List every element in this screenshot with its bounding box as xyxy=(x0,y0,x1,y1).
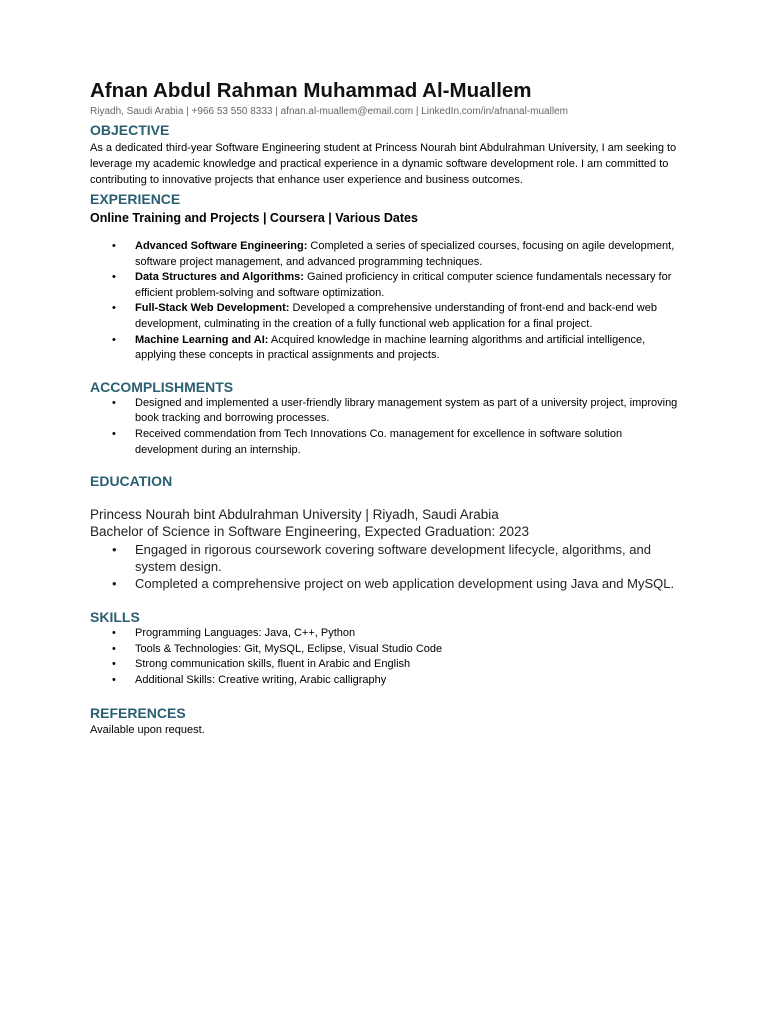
list-item xyxy=(90,657,680,673)
bullet-icon: • xyxy=(112,302,116,315)
bullet-icon: • xyxy=(112,542,117,558)
education-item-text: Completed a comprehensive project on web application development using Java and MySQL. xyxy=(135,576,675,592)
education-section xyxy=(90,472,680,592)
bullet-icon: • xyxy=(112,240,116,252)
list-item xyxy=(90,541,680,575)
references-title: REFERENCES xyxy=(90,704,186,721)
education-institution: Princess Nourah bint Abdulrahman University | Riyadh, Saudi Arabia xyxy=(90,507,499,523)
education-list xyxy=(90,541,680,592)
list-item xyxy=(90,673,680,689)
skills-section xyxy=(90,608,680,688)
experience-item-text: Acquired knowledge in machine learning algorithms and artificial intelligence, applying these concepts in practical assignments and projects. xyxy=(135,333,646,362)
education-item-text: Engaged in rigorous coursework covering software development lifecycle, algorithms, and system design. xyxy=(135,542,651,575)
bullet-icon: • xyxy=(112,427,116,440)
accomplishment-text: Designed and implemented a user-friendly library management system as part of a university project, improving book tracking and borrowing processes. xyxy=(135,396,678,425)
objective-section xyxy=(90,121,680,188)
experience-item-text: Developed a comprehensive understanding of front-end and back-end web development, culminating in the creation of a fully functional web application for a final project. xyxy=(135,302,657,330)
bullet-icon: • xyxy=(112,396,116,409)
list-item xyxy=(90,626,680,642)
experience-item-label: Advanced Software Engineering: xyxy=(135,240,308,252)
experience-item-text: Gained proficiency in critical computer science fundamentals necessary for efficient problem-solving and software optimization. xyxy=(135,271,672,299)
education-degree: Bachelor of Science in Software Engineering, Expected Graduation: 2023 xyxy=(90,524,530,540)
objective-title: OBJECTIVE xyxy=(90,122,170,138)
list-item xyxy=(90,239,680,270)
bullet-icon: • xyxy=(112,673,116,686)
skill-text: Programming Languages: Java, C++, Python xyxy=(135,627,356,640)
resume-content xyxy=(90,78,680,738)
list-item xyxy=(90,270,680,301)
skills-list xyxy=(90,626,680,688)
bullet-icon: • xyxy=(112,271,116,284)
accomplishment-text: Received commendation from Tech Innovations Co. management for excellence in software solution development during an internship. xyxy=(135,427,623,456)
experience-subheading: Online Training and Projects | Coursera | Various Dates xyxy=(90,211,418,225)
experience-item-text: Completed a series of specialized courses, focusing on agile development, software project management, and advanced programming techniques. xyxy=(135,240,675,268)
skills-title: SKILLS xyxy=(90,609,140,626)
experience-list xyxy=(90,239,680,364)
experience-section xyxy=(90,190,680,364)
skill-text: Strong communication skills, fluent in Arabic and English xyxy=(135,658,411,671)
list-item xyxy=(90,642,680,658)
bullet-icon: • xyxy=(112,642,116,655)
accomplishments-title: ACCOMPLISHMENTS xyxy=(90,378,234,395)
candidate-name: Afnan Abdul Rahman Muhammad Al-Muallem xyxy=(90,79,532,102)
list-item xyxy=(90,333,680,364)
list-item xyxy=(90,301,680,332)
accomplishments-list xyxy=(90,396,680,458)
contact-info: Riyadh, Saudi Arabia | +966 53 550 8333 | afnan.al-muallem@email.com | LinkedIn.com/in/afnanal-muallem xyxy=(90,106,568,117)
bullet-icon: • xyxy=(112,658,116,671)
bullet-icon: • xyxy=(112,333,116,346)
list-item xyxy=(90,396,680,427)
experience-item-label: Full-Stack Web Development: xyxy=(135,302,290,315)
accomplishments-section xyxy=(90,378,680,458)
bullet-icon: • xyxy=(112,627,116,640)
experience-item-label: Machine Learning and AI: xyxy=(135,333,269,346)
experience-item-label: Data Structures and Algorithms: xyxy=(135,271,304,284)
bullet-icon: • xyxy=(112,576,117,592)
list-item xyxy=(90,427,680,458)
experience-title: EXPERIENCE xyxy=(90,191,181,207)
skill-text: Tools & Technologies: Git, MySQL, Eclipse, Visual Studio Code xyxy=(135,642,443,655)
education-title: EDUCATION xyxy=(90,473,173,490)
objective-text: As a dedicated third-year Software Engineering student at Princess Nourah bint Abdulrahman University, I am seeking to leverage my academic knowledge and practical experience in a dynamic software development role. I am committed to contributing to innovative projects that enhance user experience and business outcomes. xyxy=(90,142,677,186)
references-section xyxy=(90,704,680,738)
skill-text: Additional Skills: Creative writing, Arabic calligraphy xyxy=(135,673,387,686)
references-text: Available upon request. xyxy=(90,723,205,736)
list-item xyxy=(90,575,680,592)
